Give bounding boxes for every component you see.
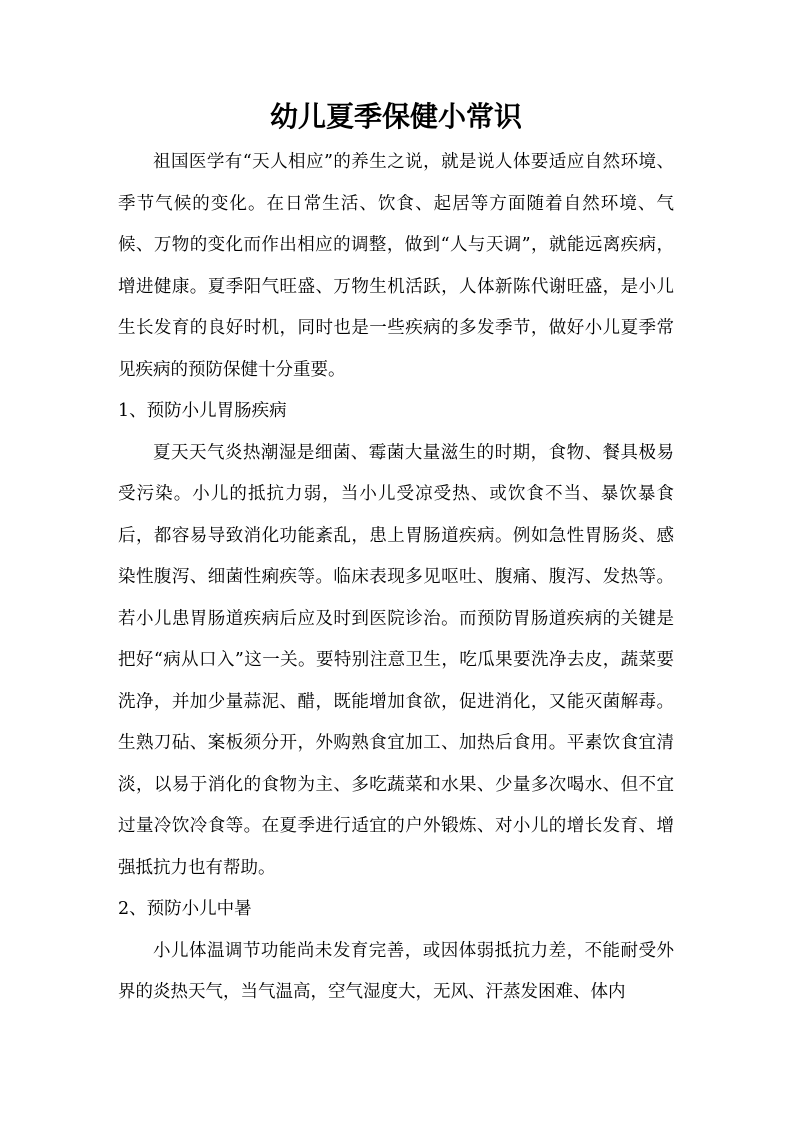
intro-paragraph: 祖国医学有“天人相应”的养生之说，就是说人体要适应自然环境、季节气候的变化。在日常生活、饮食、起居等方面随着自然环境、气候、万物的变化而作出相应的调整，做到“人与天调”，就能远离疾病，增进健康。夏季阳气旺盛、万物生机活跃，人体新陈代谢旺盛，是小儿生长发育的良好时机，同时也是一些疾病的多发季节，做好小儿夏季常见疾病的预防保健十分重要。 (118, 152, 674, 380)
section-heading-heatstroke: 2、预防小儿中暑 (118, 899, 252, 919)
document-content (118, 92, 674, 1014)
section-heading-gastro: 1、预防小儿胃肠疾病 (118, 401, 287, 421)
document-title: 幼儿夏季保健小常识 (269, 100, 522, 133)
section-body-gastro: 夏天天气炎热潮湿是细菌、霉菌大量滋生的时期，食物、餐具极易受污染。小儿的抵抗力弱，当小儿受凉受热、或饮食不当、暴饮暴食后，都容易导致消化功能紊乱，患上胃肠道疾病。例如急性胃肠炎、感染性腹泻、细菌性痢疾等。临床表现多见呕吐、腹痛、腹泻、发热等。若小儿患胃肠道疾病后应及时到医院诊治。而预防胃肠道疾病的关键是把好“病从口入”这一关。要特别注意卫生，吃瓜果要洗净去皮，蔬菜要洗净，并加少量蒜泥、醋，既能增加食欲，促进消化，又能灭菌解毒。生熟刀砧、案板须分开，外购熟食宜加工、加热后食用。平素饮食宜清淡，以易于消化的食物为主、多吃蔬菜和水果、少量多次喝水、但不宜过量冷饮冷食等。在夏季进行适宜的户外锻炼、对小儿的增长发育、增强抵抗力也有帮助。 (118, 442, 674, 878)
section-body-heatstroke: 小儿体温调节功能尚未发育完善，或因体弱抵抗力差，不能耐受外界的炎热天气，当气温高，空气湿度大，无风、汗蒸发困难、体内 (118, 940, 674, 1002)
